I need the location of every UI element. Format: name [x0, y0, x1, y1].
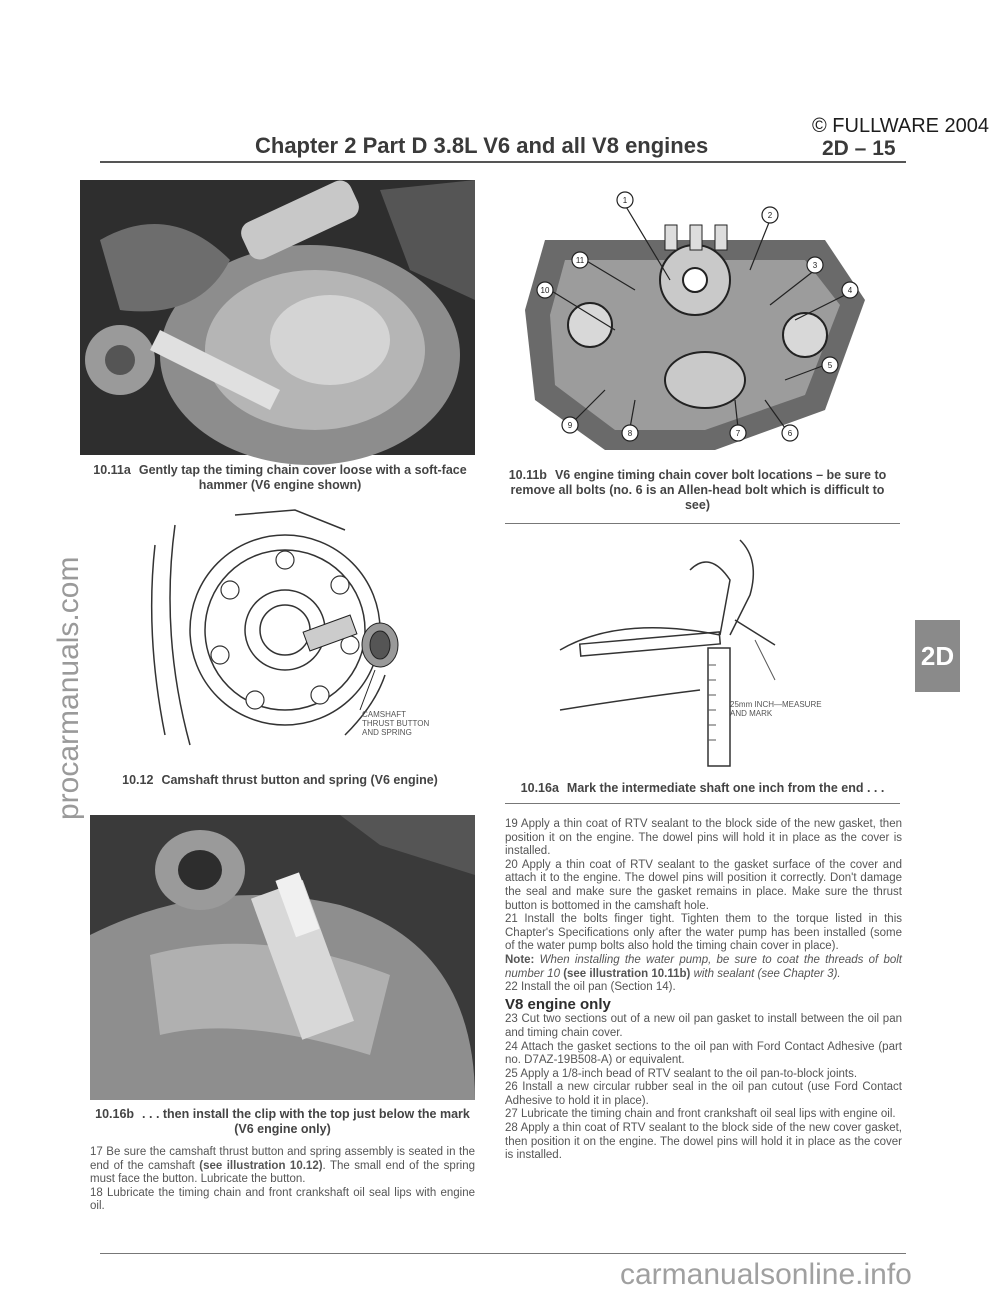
- note-label: Note:: [505, 953, 535, 966]
- callout-3: 3: [812, 261, 818, 270]
- caption-10-16a: [505, 781, 900, 796]
- caption-text: Gently tap the timing chain cover loose with a soft-face hammer (V6 engine shown): [138, 463, 467, 492]
- callout-6: 6: [787, 429, 793, 438]
- note-text-end: with sealant (see Chapter 3).: [690, 967, 841, 980]
- caption-number: 10.12: [122, 773, 154, 787]
- bottom-watermark: carmanualsonline.info: [620, 1258, 912, 1291]
- p17-text-end: . The small end of the spring must face the button. Lubricate the button.: [90, 1159, 475, 1186]
- paragraph-25: 25 Apply a 1/8-inch bead of RTV sealant to the oil pan-to-block joints.: [505, 1067, 858, 1080]
- chapter-title: Chapter 2 Part D 3.8L V6 and all V8 engines: [255, 133, 709, 158]
- note-paragraph: [505, 954, 902, 981]
- side-watermark: procarmanuals.com: [52, 556, 85, 820]
- callout-8: 8: [627, 429, 633, 438]
- footer-rule: [100, 1253, 906, 1254]
- caption-number: 10.16b: [95, 1107, 135, 1121]
- p17-reference: (see illustration 10.12): [199, 1159, 323, 1172]
- p17-text: 17 Be sure the camshaft thrust button and spring assembly is seated in the end of the camshaft: [90, 1146, 475, 1172]
- caption-text: Camshaft thrust button and spring (V6 engine): [161, 773, 438, 787]
- paragraph-26: 26 Install a new circular rubber seal in the oil pan cutout (use Ford Contact Adhesive to hold it in place).: [505, 1081, 902, 1107]
- figure-divider: [505, 803, 900, 804]
- paragraph-23: 23 Cut two sections out of a new oil pan gasket to install between the oil pan and timing chain cover.: [505, 1013, 902, 1039]
- drawing-10-16a: [560, 540, 880, 775]
- caption-text: V6 engine timing chain cover bolt locations – be sure to remove all bolts (no. 6 is an Allen-head bolt which is difficult to see): [510, 468, 887, 512]
- paragraph-24: 24 Attach the gasket sections to the oil pan with Ford Contact Adhesive (part no. D7AZ-19B508-A) or equivalent.: [505, 1040, 902, 1067]
- label-line-1: CAMSHAFT: [362, 710, 406, 719]
- paragraph-17: [90, 1146, 475, 1187]
- paragraph-22: 22 Install the oil pan (Section 14).: [505, 981, 676, 994]
- paragraph-19: 19 Apply a thin coat of RTV sealant to the block side of the new gasket, then position it on the engine. The dowel pins will hold it in place as the cover is installed.: [505, 818, 902, 858]
- caption-10-12: [85, 773, 475, 788]
- callout-11: 11: [575, 256, 585, 265]
- caption-text: . . . then install the clip with the top just below the mark (V6 engine only): [142, 1107, 470, 1136]
- label-line-1: 25mm INCH—MEASURE: [730, 700, 822, 709]
- label-line-3: AND SPRING: [362, 728, 412, 737]
- callout-7: 7: [735, 429, 741, 438]
- figure-divider: [505, 523, 900, 524]
- page-number: 2D – 15: [822, 137, 896, 160]
- photo-10-16b: [90, 815, 475, 1100]
- paragraph-28: 28 Apply a thin coat of RTV sealant to the block side of the new cover gasket, then position it on the engine. The dowel pins will hold it in place as the cover is installed.: [505, 1122, 902, 1162]
- left-column-text: [90, 1146, 475, 1214]
- header-rule: [100, 161, 906, 163]
- section-tab-2d: 2D: [915, 620, 960, 692]
- caption-10-16b: [90, 1107, 475, 1137]
- paragraph-18: 18 Lubricate the timing chain and front crankshaft oil seal lips with engine oil.: [90, 1186, 475, 1213]
- section-heading-v8: V8 engine only: [505, 995, 611, 1013]
- caption-text: Mark the intermediate shaft one inch from the end . . .: [566, 781, 885, 795]
- callout-10: 10: [540, 286, 550, 295]
- label-camshaft-thrust: [362, 710, 472, 737]
- diagram-10-11b: [495, 180, 895, 460]
- caption-number: 10.11b: [508, 468, 547, 482]
- callout-4: 4: [847, 286, 853, 295]
- callout-1: 1: [622, 196, 628, 205]
- callout-2: 2: [767, 211, 773, 220]
- label-measure-mark: [730, 700, 880, 718]
- caption-10-11a: [85, 463, 475, 493]
- note-reference: (see illustration 10.11b): [563, 967, 691, 980]
- paragraph-21: 21 Install the bolts finger tight. Tighten them to the torque listed in this Chapter's Specifications only after the water pump has been installed (some of the water pump bolts also hold the timing chain cover in place).: [505, 913, 902, 953]
- label-line-2: THRUST BUTTON: [362, 719, 430, 728]
- paragraph-27: 27 Lubricate the timing chain and front crankshaft oil seal lips with engine oil.: [505, 1108, 896, 1121]
- callout-5: 5: [827, 361, 833, 370]
- caption-number: 10.11a: [93, 463, 131, 477]
- copyright-notice: © FULLWARE 2004: [812, 115, 989, 137]
- photo-10-11a: [80, 180, 475, 455]
- caption-number: 10.16a: [520, 781, 559, 795]
- note-text: When installing the water pump, be sure to coat the threads of bolt number 10: [505, 953, 902, 980]
- callout-9: 9: [567, 421, 573, 430]
- paragraph-20: 20 Apply a thin coat of RTV sealant to the gasket surface of the cover and attach it to the engine. The dowel pins will position it correctly. Don't damage the seal and make sure the gasket remains in place. Make sure the thrust button is bottomed in the camshaft hole.: [505, 858, 902, 912]
- label-line-2: AND MARK: [730, 709, 773, 718]
- caption-10-11b: [505, 468, 890, 513]
- right-column-text: [505, 818, 902, 1163]
